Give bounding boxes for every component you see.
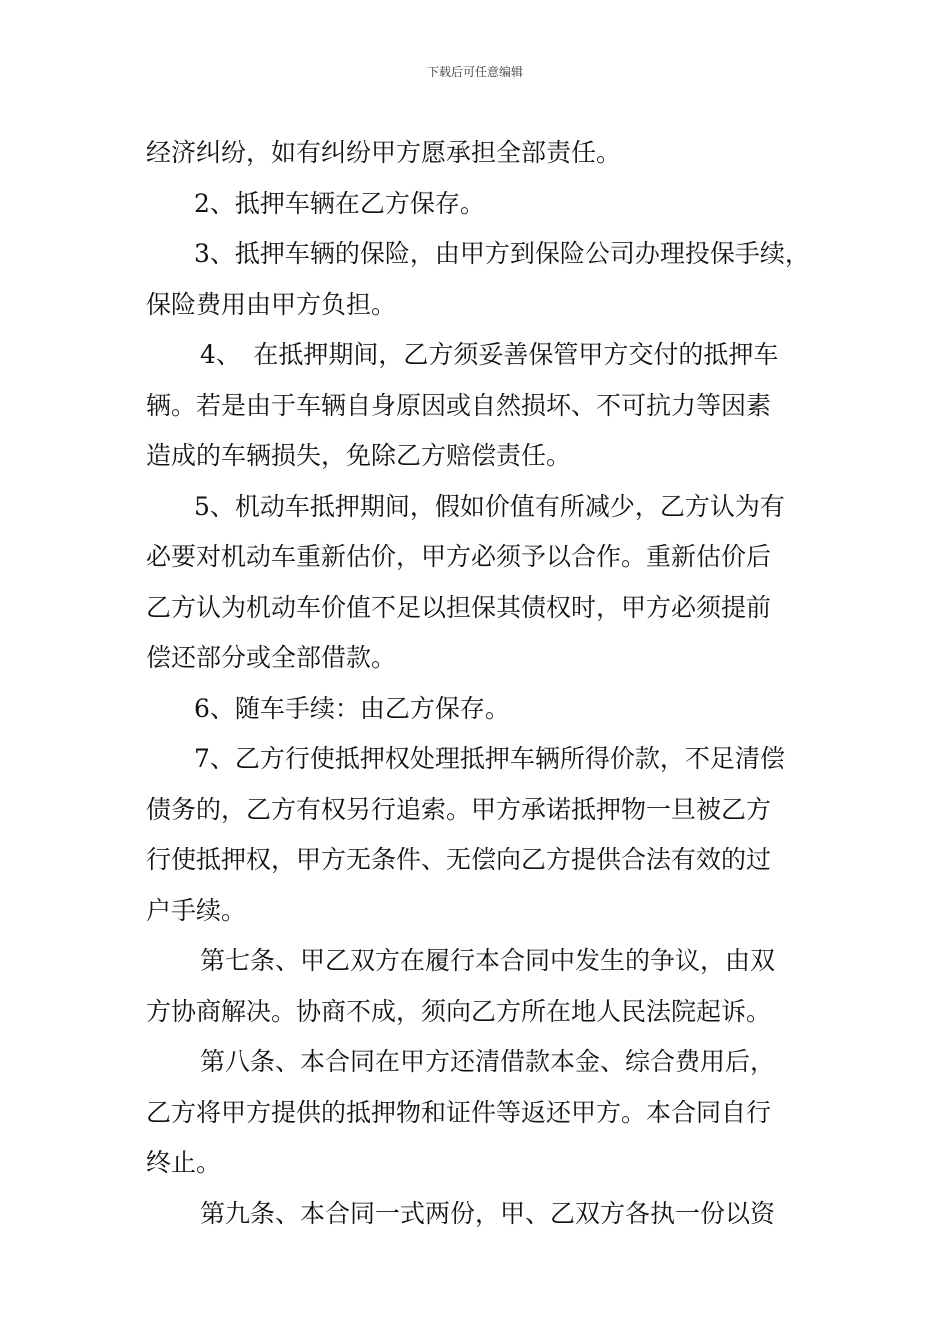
text-line: 偿还部分或全部借款。 bbox=[146, 643, 397, 672]
text-line: 辆。若是由于车辆自身原因或自然损坏、不可抗力等因素 bbox=[146, 390, 772, 420]
text-line: 7、乙方行使抵押权处理抵押车辆所得价款，不足清偿 bbox=[194, 744, 785, 773]
text-line: 户手续。 bbox=[146, 895, 247, 925]
contract-body bbox=[146, 128, 816, 1239]
text-line: 5、机动车抵押期间，假如价值有所减少，乙方认为有 bbox=[194, 491, 785, 521]
text-line: 债务的，乙方有权另行追索。甲方承诺抵押物一旦被乙方 bbox=[146, 794, 772, 824]
text-line: 6、随车手续：由乙方保存。 bbox=[194, 693, 510, 723]
page-header: 下载后可任意编辑 bbox=[426, 65, 523, 79]
text-line: 4、 在抵押期间，乙方须妥善保管甲方交付的抵押车 bbox=[200, 340, 779, 369]
text-line: 必要对机动车重新估价，甲方必须予以合作。重新估价后 bbox=[146, 542, 772, 571]
text-line: 第八条、本合同在甲方还清借款本金、综合费用后， bbox=[200, 1047, 776, 1076]
text-line: 经济纠纷，如有纠纷甲方愿承担全部责任。 bbox=[146, 138, 622, 167]
text-line: 方协商解决。协商不成，须向乙方所在地人民法院起诉。 bbox=[146, 996, 772, 1026]
text-line: 造成的车辆损失，免除乙方赔偿责任。 bbox=[146, 441, 572, 470]
text-line: 乙方将甲方提供的抵押物和证件等返还甲方。本合同自行 bbox=[146, 1097, 772, 1127]
text-line: 2、抵押车辆在乙方保存。 bbox=[194, 188, 485, 218]
text-line: 行使抵押权，甲方无条件、无偿向乙方提供合法有效的过 bbox=[146, 845, 772, 874]
text-line: 3、抵押车辆的保险，由甲方到保险公司办理投保手续， bbox=[194, 239, 810, 268]
text-line: 第九条、本合同一式两份，甲、乙双方各执一份以资 bbox=[200, 1198, 776, 1228]
text-line: 终止。 bbox=[146, 1148, 222, 1177]
text-line: 第七条、甲乙双方在履行本合同中发生的争议，由双 bbox=[200, 946, 776, 975]
text-line: 乙方认为机动车价值不足以担保其债权时，甲方必须提前 bbox=[146, 592, 772, 622]
text-line: 保险费用由甲方负担。 bbox=[146, 289, 397, 319]
